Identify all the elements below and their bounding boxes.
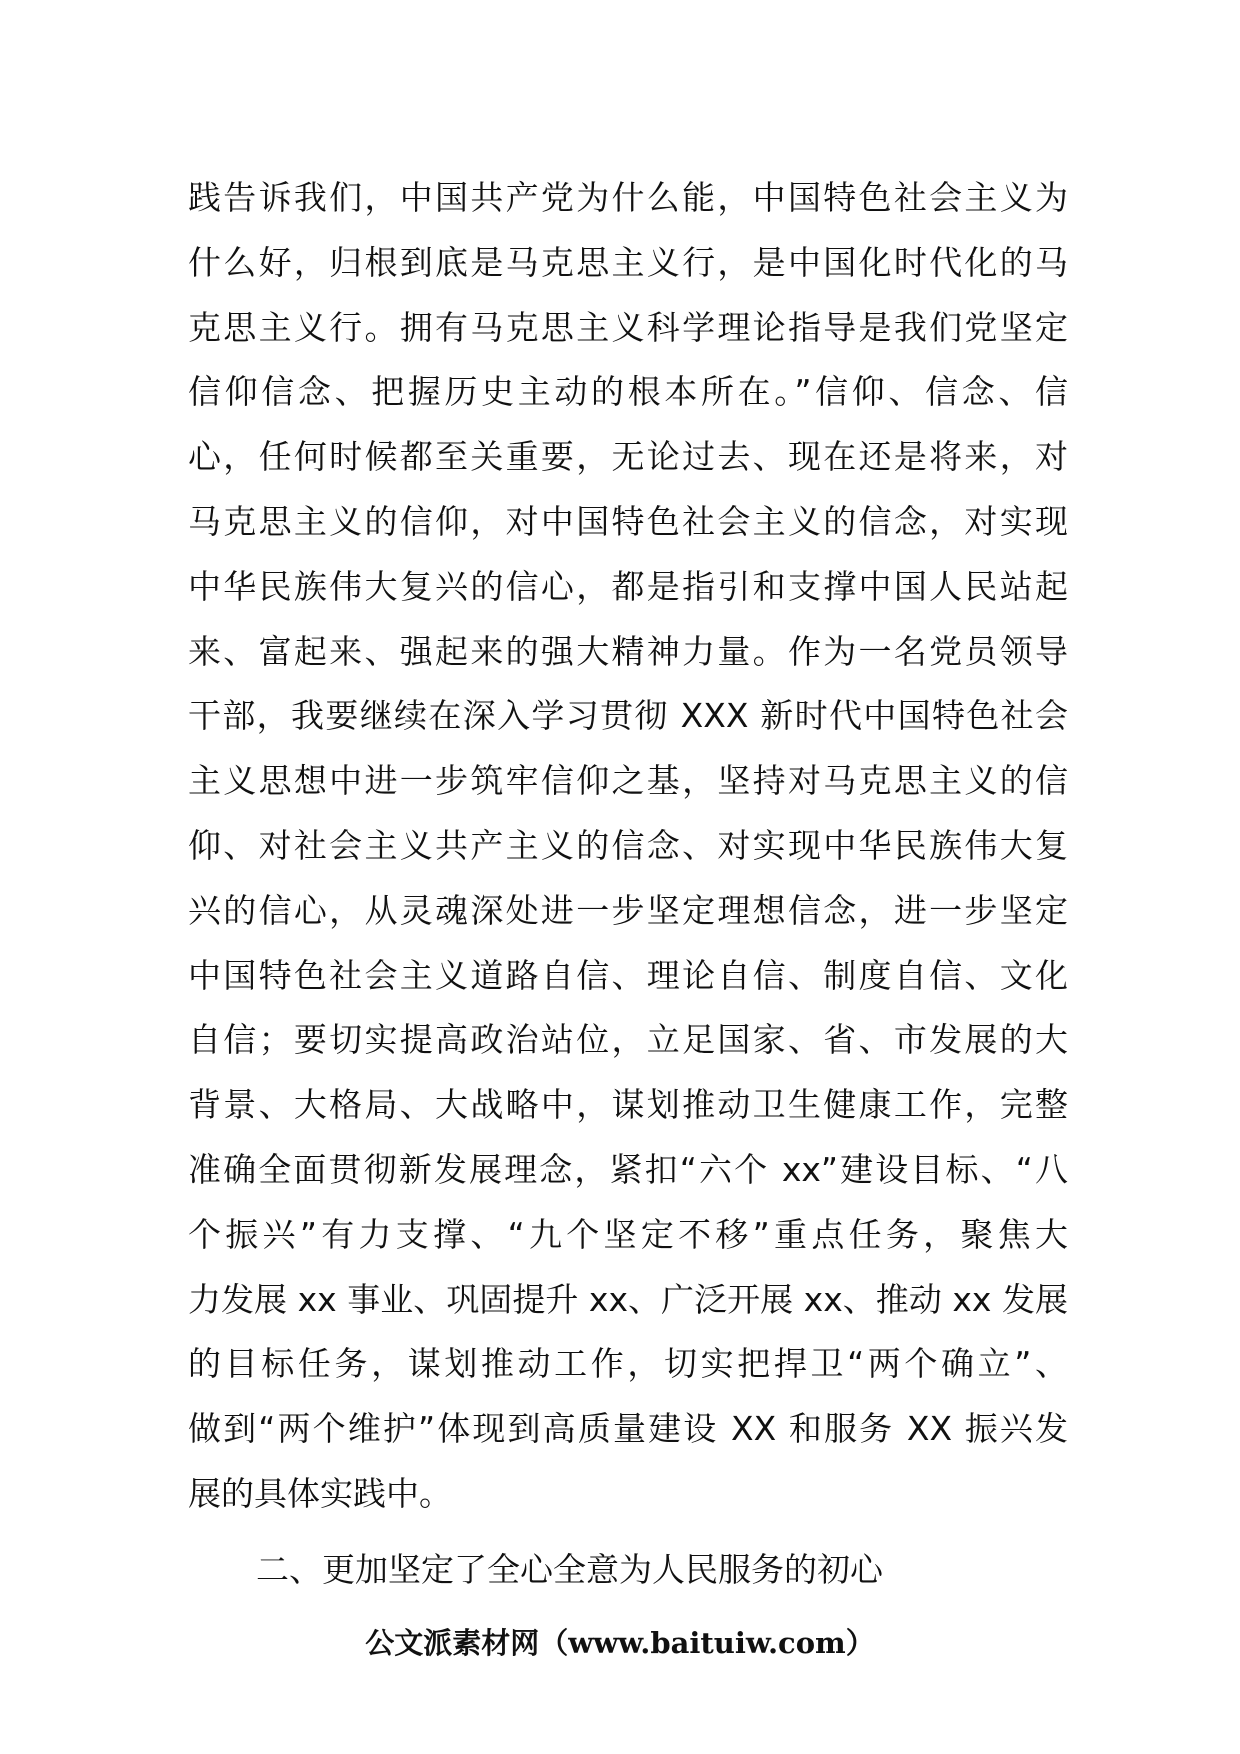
paragraph-line: 中华民族伟大复兴的信心，都是指引和支撑中国人民站起	[188, 566, 1068, 606]
paragraph-line: 力发展 xx 事业、巩固提升 xx、广泛开展 xx、推动 xx 发展	[188, 1279, 1068, 1319]
paragraph-line: 背景、大格局、大战略中，谋划推动卫生健康工作，完整	[188, 1085, 1068, 1125]
paragraph-line: 个振兴”有力支撑、“九个坚定不移”重点任务，聚焦大	[188, 1214, 1068, 1254]
paragraph-line: 的目标任务，谋划推动工作，切实把捍卫“两个确立”、	[188, 1344, 1068, 1384]
paragraph-line: 干部，我要继续在深入学习贯彻 XXX 新时代中国特色社会	[188, 696, 1068, 736]
body-paragraph	[188, 166, 1068, 1527]
paragraph-line: 践告诉我们，中国共产党为什么能，中国特色社会主义为	[188, 178, 1068, 217]
paragraph-line: 心，任何时候都至关重要，无论过去、现在还是将来，对	[188, 437, 1068, 477]
paragraph-line: 马克思主义的信仰，对中国特色社会主义的信念，对实现	[188, 501, 1068, 541]
paragraph-line: 仰、对社会主义共产主义的信念、对实现中华民族伟大复	[188, 825, 1068, 865]
paragraph-line: 自信；要切实提高政治站位，立足国家、省、市发展的大	[188, 1020, 1068, 1060]
paragraph-line: 做到“两个维护”体现到高质量建设 XX 和服务 XX 振兴发	[188, 1409, 1068, 1449]
paragraph-line: 中国特色社会主义道路自信、理论自信、制度自信、文化	[188, 955, 1068, 995]
paragraph-line: 什么好，归根到底是马克思主义行，是中国化时代化的马	[188, 242, 1068, 282]
paragraph-line: 展的具体实践中。	[188, 1473, 452, 1513]
paragraph-line: 来、富起来、强起来的强大精神力量。作为一名党员领导	[188, 631, 1068, 671]
paragraph-line: 主义思想中进一步筑牢信仰之基，坚持对马克思主义的信	[188, 761, 1068, 801]
section-heading: 二、更加坚定了全心全意为人民服务的初心	[256, 1550, 883, 1589]
paragraph-line: 克思主义行。拥有马克思主义科学理论指导是我们党坚定	[188, 307, 1068, 347]
paragraph-line: 准确全面贯彻新发展理念，紧扣“六个 xx”建设目标、“八	[188, 1149, 1068, 1189]
paragraph-line: 信仰信念、把握历史主动的根本所在。”信仰、信念、信	[188, 372, 1068, 412]
paragraph-line: 兴的信心，从灵魂深处进一步坚定理想信念，进一步坚定	[188, 890, 1068, 930]
footer-watermark: 公文派素材网（www.baituiw.com）	[365, 1626, 875, 1660]
